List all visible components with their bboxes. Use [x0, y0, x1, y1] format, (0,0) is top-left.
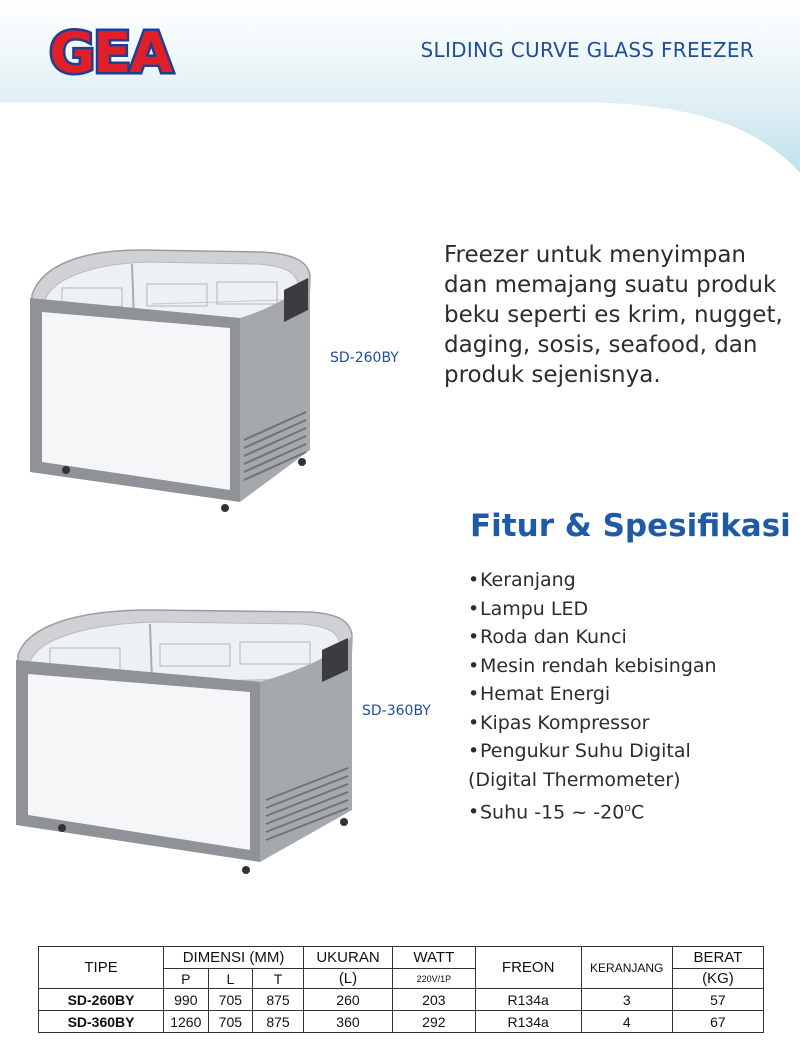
- bullet-icon: •: [468, 597, 480, 620]
- feature-item: •Lampu LED: [468, 595, 717, 624]
- feature-item: •Pengukur Suhu Digital: [468, 737, 717, 766]
- feature-item: •Keranjang: [468, 566, 717, 595]
- header-l: L: [208, 969, 253, 989]
- cell-keranjang: 3: [581, 989, 672, 1011]
- bullet-icon: •: [468, 569, 480, 591]
- bullet-icon: •: [468, 683, 480, 705]
- bullet-icon: •: [468, 711, 480, 734]
- feature-list: [468, 566, 717, 827]
- spec-table: [38, 946, 764, 1033]
- bullet-icon: •: [468, 626, 480, 648]
- header-watt-sub: 220V/1P: [393, 969, 476, 989]
- header-ukuran: UKURAN: [303, 947, 392, 969]
- gea-logo: [40, 18, 180, 84]
- header-berat: BERAT: [672, 947, 763, 969]
- feature-item: •Mesin rendah kebisingan: [468, 652, 717, 681]
- cell-tipe: SD-260BY: [39, 989, 164, 1011]
- cell-freon: R134a: [475, 1011, 581, 1033]
- cell-ukuran: 360: [303, 1011, 392, 1033]
- header-watt: WATT: [393, 947, 476, 969]
- feature-item-temperature: •Suhu -15 ~ -20$^o$C: [468, 794, 717, 827]
- features-title: Fitur & Spesifikasi: [470, 508, 791, 544]
- feature-item: •Roda dan Kunci: [468, 623, 717, 652]
- feature-item: •Kipas Kompressor: [468, 709, 717, 738]
- cell-l: 705: [208, 1011, 253, 1033]
- header-dimensi: DIMENSI (MM): [164, 947, 304, 969]
- cell-t: 875: [253, 989, 304, 1011]
- freezer-sd-260by-image: [22, 240, 322, 520]
- table-row: [39, 989, 764, 1011]
- feature-item-continuation: (Digital Thermometer): [468, 768, 681, 791]
- cell-berat: 67: [672, 1011, 763, 1033]
- header-ukuran-unit: (L): [303, 969, 392, 989]
- cell-freon: R134a: [475, 989, 581, 1011]
- cell-ukuran: 260: [303, 989, 392, 1011]
- cell-t: 875: [253, 1011, 304, 1033]
- product-description: Freezer untuk menyimpan dan memajang suatu produk beku seperti es krim, nugget, daging, sosis, seafood, dan produk sejenisnya.: [444, 242, 783, 388]
- header-t: T: [253, 969, 304, 989]
- model-label-sd-360by: SD-360BY: [362, 703, 431, 719]
- cell-p: 990: [164, 989, 209, 1011]
- cell-watt: 292: [393, 1011, 476, 1033]
- bullet-icon: •: [468, 654, 480, 677]
- cell-l: 705: [208, 989, 253, 1011]
- logo-text: GEA: [49, 21, 171, 84]
- header-freon: FREON: [475, 947, 581, 989]
- cell-tipe: SD-360BY: [39, 1011, 164, 1033]
- header-p: P: [164, 969, 209, 989]
- bullet-icon: •: [468, 801, 480, 824]
- cell-p: 1260: [164, 1011, 209, 1033]
- cell-watt: 203: [393, 989, 476, 1011]
- feature-item: •Hemat Energi: [468, 680, 717, 709]
- header-berat-unit: (KG): [672, 969, 763, 989]
- cell-berat: 57: [672, 989, 763, 1011]
- freezer-sd-360by-image: [10, 600, 360, 880]
- header-keranjang: KERANJANG: [581, 947, 672, 989]
- header-tipe: TIPE: [39, 947, 164, 989]
- model-label-sd-260by: SD-260BY: [330, 350, 399, 366]
- page-title: SLIDING CURVE GLASS FREEZER: [420, 38, 754, 62]
- table-row: [39, 1011, 764, 1033]
- cell-keranjang: 4: [581, 1011, 672, 1033]
- bullet-icon: •: [468, 740, 480, 762]
